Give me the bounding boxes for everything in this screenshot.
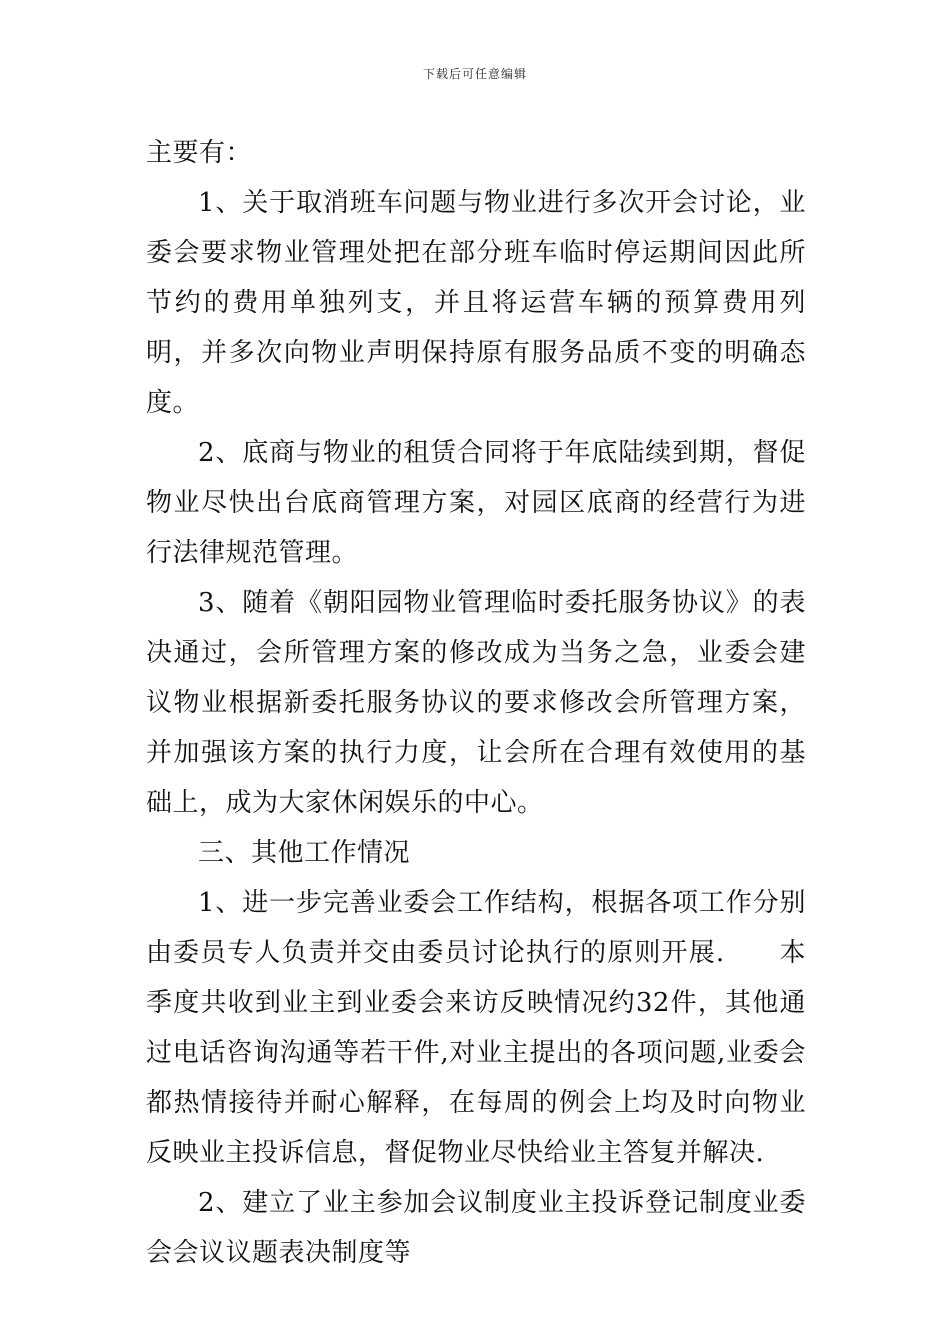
paragraph-other-2-systems: 2、建立了业主参加会议制度业主投诉登记制度业委会会议议题表决制度等 (146, 1188, 806, 1268)
document-body (146, 128, 806, 1278)
paragraph-item-1-shuttle: 1、关于取消班车问题与物业进行多次开会讨论，业委会要求物业管理处把在部分班车临时停运期间因此所节约的费用单独列支，并且将运营车辆的预算费用列明，并多次向物业声明保持原有服务品质不变的明确态度。 (146, 188, 806, 418)
paragraph-item-2-shops: 2、底商与物业的租赁合同将于年底陆续到期，督促物业尽快出台底商管理方案，对园区底商的经营行为进行法律规范管理。 (146, 438, 806, 568)
header-note: 下载后可任意编辑 (422, 67, 527, 81)
section-heading-other-work: 三、其他工作情况 (198, 838, 411, 868)
paragraph-item-3-clubhouse: 3、随着《朝阳园物业管理临时委托服务协议》的表决通过，会所管理方案的修改成为当务之急，业委会建议物业根据新委托服务协议的要求修改会所管理方案，并加强该方案的执行力度，让会所在合理有效使用的基础上，成为大家休闲娱乐的中心。 (146, 588, 806, 818)
paragraph-intro: 主要有： (146, 138, 253, 168)
paragraph-other-1-structure: 1、进一步完善业委会工作结构，根据各项工作分别由委员专人负责并交由委员讨论执行的原则开展. 本季度共收到业主到业委会来访反映情况约32件，其他通过电话咨询沟通等若干件,对业主提出的各项问题,业委会都热情接待并耐心解释，在每周的例会上均及时向物业反映业主投诉信息，督促物业尽快给业主答复并解决. (146, 888, 806, 1168)
